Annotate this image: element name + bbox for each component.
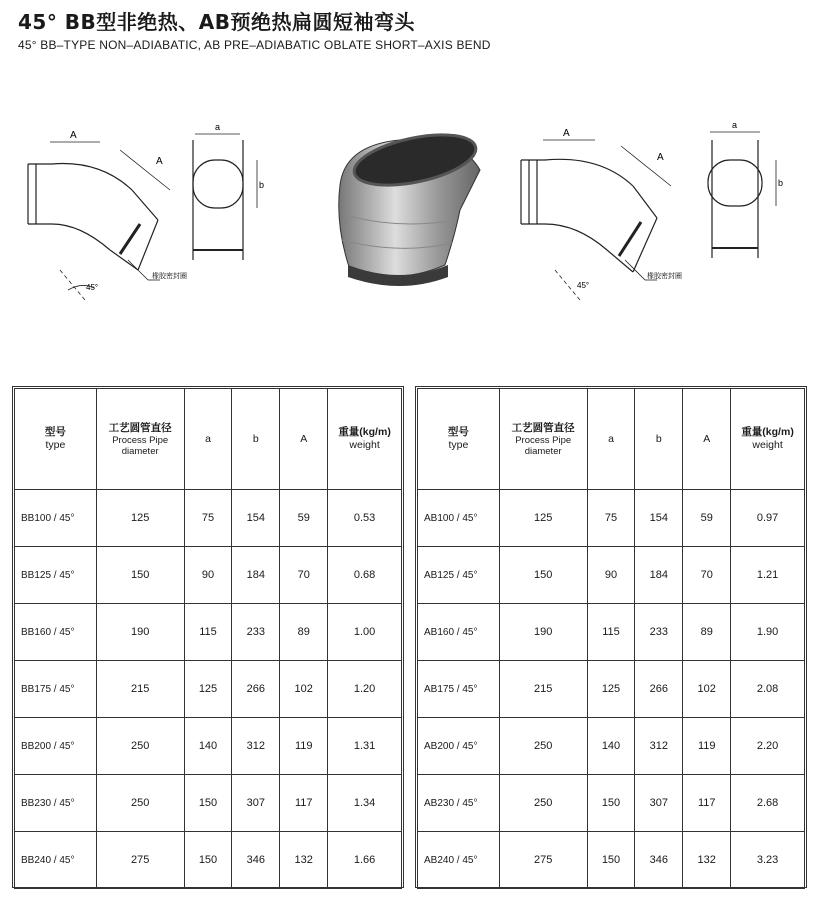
cell-a: 115: [184, 604, 232, 661]
cell-type: BB240 / 45°: [15, 832, 97, 889]
cell-b: 266: [232, 661, 280, 718]
cell-pipe: 275: [96, 832, 184, 889]
bb-elbow-drawing: [20, 120, 210, 300]
header-type: 型号 type: [418, 389, 500, 490]
cell-a: 150: [587, 832, 635, 889]
cell-b: 307: [635, 775, 683, 832]
dim-b-label: b: [259, 180, 265, 190]
table-row: [15, 832, 402, 889]
page-subtitle: 45° BB–TYPE NON–ADIABATIC, AB PRE–ADIABATIC OBLATE SHORT–AXIS BEND: [18, 38, 491, 52]
ab-spec-table: [417, 388, 805, 889]
cell-pipe: 125: [96, 490, 184, 547]
cell-b: 233: [635, 604, 683, 661]
cell-pipe: 250: [499, 718, 587, 775]
cell-b: 346: [635, 832, 683, 889]
cell-A: 102: [280, 661, 328, 718]
angle-label: 45°: [577, 281, 590, 290]
cell-b: 233: [232, 604, 280, 661]
cell-b: 312: [232, 718, 280, 775]
table-row: [418, 718, 805, 775]
cell-pipe: 150: [96, 547, 184, 604]
header-b: b: [635, 389, 683, 490]
header-b: b: [232, 389, 280, 490]
cell-type: BB175 / 45°: [15, 661, 97, 718]
cell-weight: 0.97: [731, 490, 805, 547]
header-pipe-diameter: 工艺圆管直径 Process Pipe diameter: [499, 389, 587, 490]
cell-pipe: 250: [96, 775, 184, 832]
table-row: [418, 490, 805, 547]
cell-weight: 3.23: [731, 832, 805, 889]
table-row: [15, 547, 402, 604]
cell-A: 70: [280, 547, 328, 604]
header-a: a: [587, 389, 635, 490]
cell-type: AB240 / 45°: [418, 832, 500, 889]
table-row: [15, 490, 402, 547]
cell-a: 140: [184, 718, 232, 775]
header-pipe-diameter: 工艺圆管直径 Process Pipe diameter: [96, 389, 184, 490]
cell-weight: 0.53: [328, 490, 402, 547]
cell-pipe: 150: [499, 547, 587, 604]
bb-spec-table: [14, 388, 402, 889]
cell-pipe: 125: [499, 490, 587, 547]
cell-pipe: 275: [499, 832, 587, 889]
dim-a-label: a: [215, 122, 221, 132]
table-row: [15, 661, 402, 718]
cell-weight: 1.66: [328, 832, 402, 889]
cell-pipe: 250: [499, 775, 587, 832]
dim-A-label: A: [657, 152, 664, 163]
cell-weight: 1.00: [328, 604, 402, 661]
cell-A: 117: [280, 775, 328, 832]
dim-A-label: A: [563, 128, 570, 139]
table-header-row: [15, 389, 402, 490]
cell-a: 150: [587, 775, 635, 832]
cell-b: 184: [232, 547, 280, 604]
table-row: [418, 547, 805, 604]
cell-type: AB230 / 45°: [418, 775, 500, 832]
cell-weight: 1.34: [328, 775, 402, 832]
cell-type: BB200 / 45°: [15, 718, 97, 775]
cell-a: 75: [587, 490, 635, 547]
cell-A: 59: [280, 490, 328, 547]
cell-b: 312: [635, 718, 683, 775]
cell-b: 154: [232, 490, 280, 547]
dim-a-label: a: [732, 120, 738, 130]
cell-A: 119: [683, 718, 731, 775]
cell-A: 89: [683, 604, 731, 661]
cell-a: 75: [184, 490, 232, 547]
cell-weight: 0.68: [328, 547, 402, 604]
cell-A: 70: [683, 547, 731, 604]
cell-A: 132: [280, 832, 328, 889]
cell-a: 90: [184, 547, 232, 604]
cell-b: 184: [635, 547, 683, 604]
cell-a: 150: [184, 832, 232, 889]
dim-A-label: A: [70, 130, 77, 141]
cell-pipe: 190: [499, 604, 587, 661]
table-header-row: [418, 389, 805, 490]
cell-a: 150: [184, 775, 232, 832]
cell-A: 119: [280, 718, 328, 775]
table-row: [418, 775, 805, 832]
cell-a: 115: [587, 604, 635, 661]
cell-pipe: 250: [96, 718, 184, 775]
cell-type: AB175 / 45°: [418, 661, 500, 718]
dim-A-label: A: [156, 156, 163, 167]
ab-section-drawing: [700, 118, 795, 268]
table-row: [15, 718, 402, 775]
cell-b: 266: [635, 661, 683, 718]
cell-a: 140: [587, 718, 635, 775]
cell-type: AB100 / 45°: [418, 490, 500, 547]
cell-b: 346: [232, 832, 280, 889]
figure-area: [0, 100, 816, 320]
header-A: A: [683, 389, 731, 490]
cell-a: 125: [587, 661, 635, 718]
cell-weight: 2.20: [731, 718, 805, 775]
angle-label: 45°: [86, 283, 99, 292]
table-row: [418, 832, 805, 889]
header-type: 型号 type: [15, 389, 97, 490]
cell-pipe: 215: [499, 661, 587, 718]
header-a: a: [184, 389, 232, 490]
cell-type: BB230 / 45°: [15, 775, 97, 832]
cell-A: 89: [280, 604, 328, 661]
cell-a: 90: [587, 547, 635, 604]
cell-A: 132: [683, 832, 731, 889]
seal-label: 橡胶密封圈: [152, 272, 187, 280]
bend-product-photo: [320, 125, 490, 295]
cell-type: BB125 / 45°: [15, 547, 97, 604]
bb-section-drawing: [185, 120, 270, 270]
cell-weight: 2.68: [731, 775, 805, 832]
cell-a: 125: [184, 661, 232, 718]
page-title: 45° BB型非绝热、AB预绝热扁圆短袖弯头: [18, 10, 416, 34]
cell-pipe: 215: [96, 661, 184, 718]
cell-weight: 1.90: [731, 604, 805, 661]
cell-b: 307: [232, 775, 280, 832]
cell-type: AB200 / 45°: [418, 718, 500, 775]
header-A: A: [280, 389, 328, 490]
header-weight: 重量(kg/m) weight: [328, 389, 402, 490]
cell-weight: 1.21: [731, 547, 805, 604]
cell-type: BB160 / 45°: [15, 604, 97, 661]
cell-weight: 1.20: [328, 661, 402, 718]
table-row: [418, 661, 805, 718]
cell-pipe: 190: [96, 604, 184, 661]
dim-b-label: b: [778, 178, 784, 188]
cell-type: BB100 / 45°: [15, 490, 97, 547]
table-row: [418, 604, 805, 661]
cell-A: 102: [683, 661, 731, 718]
seal-label: 橡胶密封圈: [647, 272, 682, 280]
header-weight: 重量(kg/m) weight: [731, 389, 805, 490]
cell-weight: 1.31: [328, 718, 402, 775]
cell-type: AB160 / 45°: [418, 604, 500, 661]
cell-type: AB125 / 45°: [418, 547, 500, 604]
table-row: [15, 604, 402, 661]
ab-elbow-drawing: [515, 120, 705, 300]
cell-b: 154: [635, 490, 683, 547]
cell-weight: 2.08: [731, 661, 805, 718]
table-row: [15, 775, 402, 832]
cell-A: 59: [683, 490, 731, 547]
cell-A: 117: [683, 775, 731, 832]
